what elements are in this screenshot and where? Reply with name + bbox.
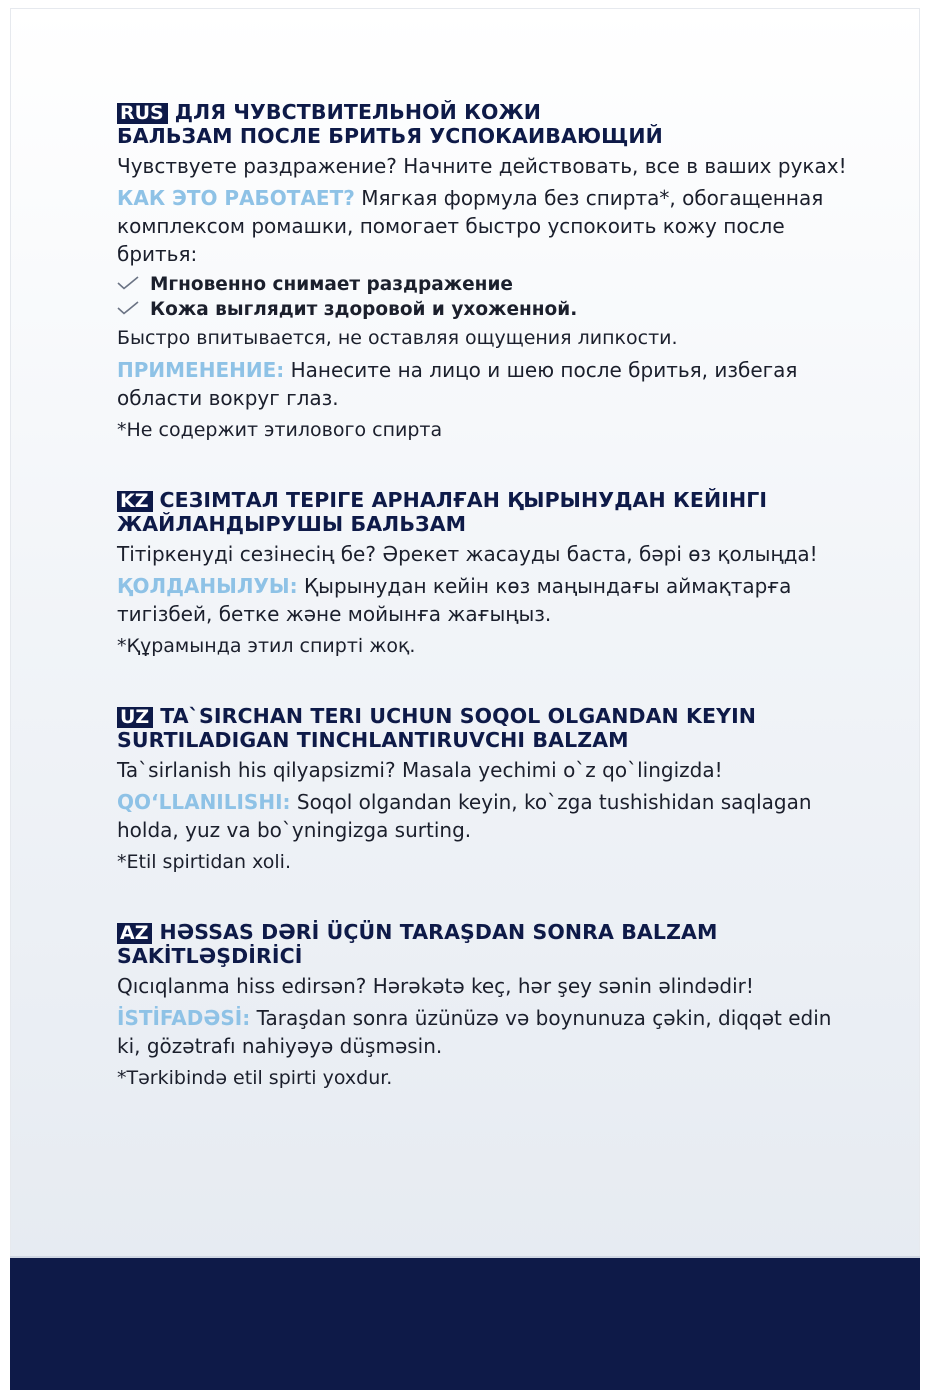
section-heading (117, 100, 857, 148)
use-text: Нанесите на лицо и шею после бритья, избегая области вокруг глаз. (117, 358, 798, 410)
section-kz (117, 488, 857, 660)
benefit-item (117, 297, 857, 322)
benefit-text: Кожа выглядит здоровой и ухоженной. (150, 299, 578, 320)
application (117, 1004, 857, 1060)
application (117, 572, 857, 628)
label-content (117, 100, 857, 1136)
use-label: QO‘LLANILISHI: (117, 790, 291, 814)
use-label: İSTİFADƏSİ: (117, 1006, 251, 1030)
footnote: *Не содержит этилового спирта (117, 419, 443, 441)
title-line-1: ДЛЯ ЧУВСТВИТЕЛЬНОЙ КОЖИ (174, 100, 542, 124)
bottom-navy-band (10, 1256, 920, 1390)
how-text: Мягкая формула без спирта*, обогащенная комплексом ромашки, помогает быстро успокоить кожу после бритья: (117, 186, 824, 266)
title-line-2: ЖАЙЛАНДЫРУШЫ БАЛЬЗАМ (117, 512, 467, 536)
title-line-1: СЕЗІМТАЛ ТЕРІГЕ АРНАЛҒАН ҚЫРЫНУДАН КЕЙІНГІ (159, 488, 768, 512)
title-line-2: SAKİTLƏŞDİRİCİ (117, 944, 303, 968)
benefit-list (117, 272, 857, 322)
package-panel (10, 8, 920, 1390)
section-rus (117, 100, 857, 444)
title-line-2: SURTILADIGAN TINCHLANTIRUVCHI BALZAM (117, 728, 629, 752)
section-heading (117, 488, 857, 536)
section-heading (117, 920, 857, 968)
use-label: ҚОЛДАНЫЛУЫ: (117, 574, 298, 598)
application (117, 356, 857, 412)
use-label: ПРИМЕНЕНИЕ: (117, 358, 285, 382)
intro-text: Тітіркенуді сезінесің бе? Әрекет жасауды баста, бәрі өз қолыңда! (117, 542, 818, 566)
section-az (117, 920, 857, 1092)
absorb-text: Быстро впитывается, не оставляя ощущения липкости. (117, 327, 678, 349)
use-text: Soqol olgandan keyin, ko`zga tushishidan saqlagan holda, yuz va bo`yningizga surting. (117, 790, 812, 842)
intro-text: Ta`sirlanish his qilyapsizmi? Masala yechimi o`z qo`lingizda! (117, 758, 723, 782)
lang-badge-uz: UZ (117, 707, 153, 728)
benefit-text: Мгновенно снимает раздражение (150, 274, 513, 295)
how-label: КАК ЭТО РАБОТАЕТ? (117, 186, 355, 210)
use-text: Taraşdan sonra üzünüzə və boynunuza çəkin, diqqət edin ki, gözətrafı nahiyəyə düşməsin. (117, 1006, 832, 1058)
section-heading (117, 704, 857, 752)
check-icon (117, 276, 139, 290)
lang-badge-kz: KZ (117, 491, 153, 512)
title-line-2: БАЛЬЗАМ ПОСЛЕ БРИТЬЯ УСПОКАИВАЮЩИЙ (117, 124, 663, 148)
use-text: Қырынудан кейін көз маңындағы аймақтарға тигізбей, бетке және мойынға жағыңыз. (117, 574, 792, 626)
lang-badge-az: AZ (117, 923, 152, 944)
check-icon (117, 301, 139, 315)
footnote: *Құрамында этил спирті жоқ. (117, 635, 416, 657)
lang-badge-rus: RUS (117, 103, 168, 124)
footnote: *Tərkibində etil spirti yoxdur. (117, 1067, 393, 1089)
benefit-item (117, 272, 857, 297)
footnote: *Etil spirtidan xoli. (117, 851, 291, 873)
application (117, 788, 857, 844)
intro-text: Qıcıqlanma hiss edirsən? Hərəkətə keç, hər şey sənin əlindədir! (117, 974, 754, 998)
how-it-works (117, 184, 857, 268)
title-line-1: HƏSSAS DƏRİ ÜÇÜN TARAŞDAN SONRA BALZAM (159, 920, 718, 944)
title-line-1: TA`SIRCHAN TERI UCHUN SOQOL OLGANDAN KEYIN (160, 704, 757, 728)
section-uz (117, 704, 857, 876)
intro-text: Чувствуете раздражение? Начните действовать, все в ваших руках! (117, 154, 847, 178)
